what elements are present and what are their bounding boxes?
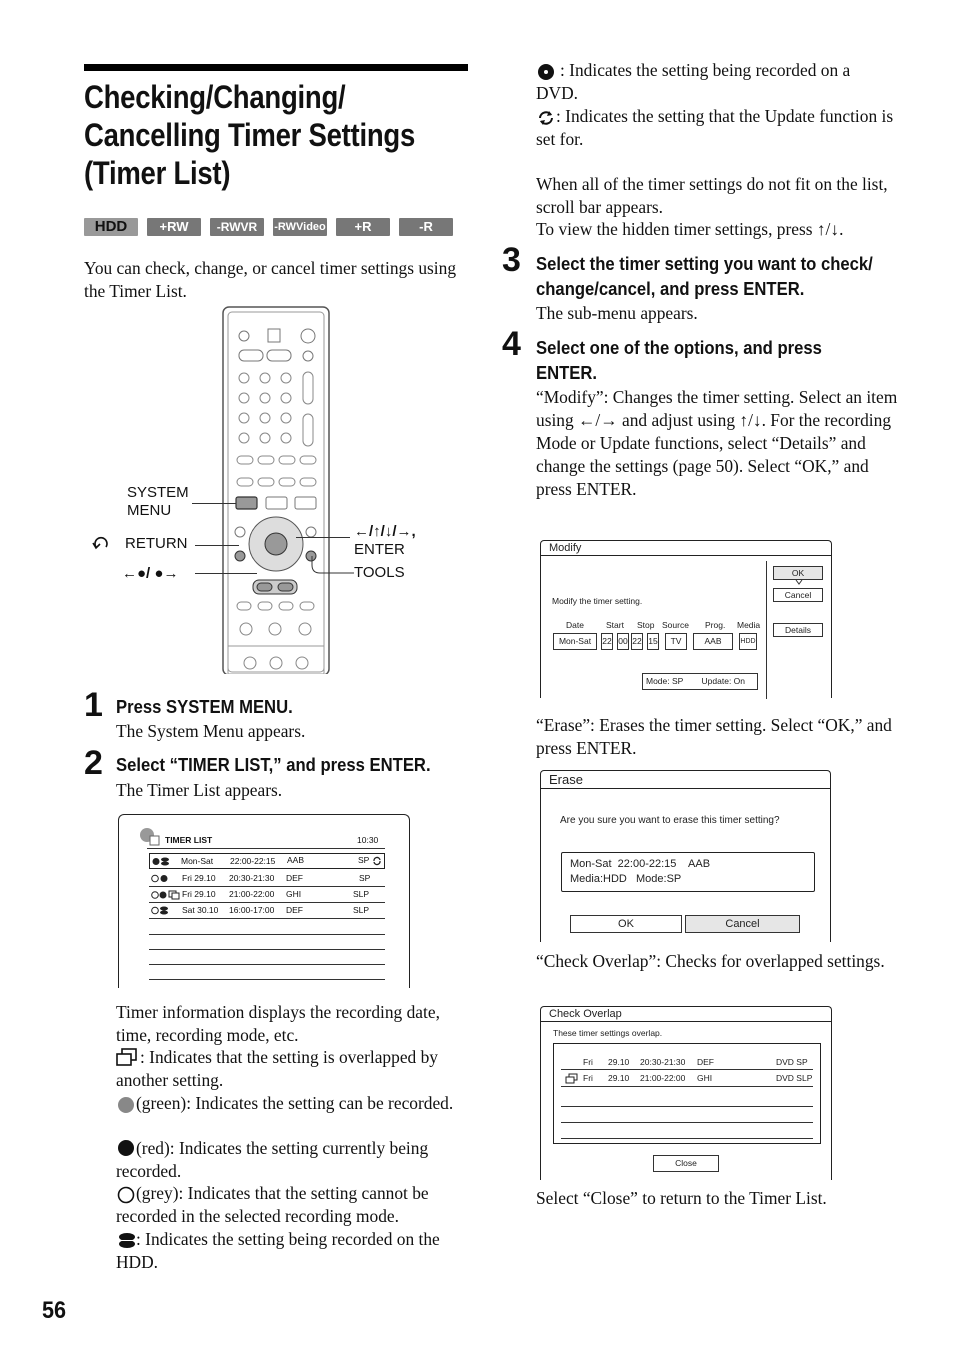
update-icon — [537, 109, 555, 127]
overlap-mode: DVD SLP — [776, 1073, 813, 1083]
modify-prompt: Modify the timer setting. — [552, 596, 643, 606]
return-icon — [92, 535, 112, 551]
prog-field[interactable]: AAB — [693, 633, 733, 650]
mode-update-box[interactable] — [642, 673, 758, 690]
step-1-number: 1 — [84, 686, 103, 724]
erase-setting-line-1: Mon-Sat 22:00-22:15 AAB — [570, 858, 711, 870]
grey-desc — [116, 1182, 468, 1228]
overlap-row[interactable] — [561, 1054, 813, 1070]
timer-row-date: Fri 29.10 — [182, 889, 216, 899]
modify-title: Modify — [541, 541, 831, 556]
dvd-desc-text: : Indicates the setting being recorded on a DVD. — [536, 60, 851, 103]
start-hour-field[interactable]: 22 — [601, 633, 613, 650]
overlap-time: 21:00-22:00 — [640, 1073, 686, 1083]
update-value: Update: On — [701, 676, 746, 686]
overlap-date: 29.10 — [608, 1073, 630, 1083]
step-4-heading-line-1: Select one of the options, and press — [536, 337, 822, 358]
badge-plus-rw: +RW — [147, 218, 201, 236]
timer-row-source: DEF — [286, 873, 303, 883]
step-4-heading — [536, 335, 822, 385]
step-3-text: The sub-menu appears. — [536, 303, 698, 323]
ok-button[interactable]: OK — [773, 566, 823, 580]
erase-desc: “Erase”: Erases the timer setting. Select “OK,” and press ENTER. — [536, 715, 892, 758]
dvd-icon — [537, 63, 557, 81]
overlap-note: These timer settings overlap. — [553, 1028, 663, 1038]
page-title — [84, 78, 419, 192]
timer-row[interactable] — [149, 887, 385, 903]
step-4-heading-line-2: ENTER. — [536, 362, 598, 383]
timer-row-date: Mon-Sat — [181, 856, 214, 866]
overlap-source: GHI — [697, 1073, 713, 1083]
step-4-number: 4 — [502, 325, 521, 363]
header-stop: Stop — [637, 620, 655, 630]
overlap-icon — [116, 1048, 138, 1066]
check-overlap-title: Check Overlap — [541, 1007, 831, 1022]
label-system-menu: SYSTEM MENU — [127, 484, 189, 519]
header-media: Media — [737, 620, 761, 630]
update-desc-text: : Indicates the setting that the Update function is set for. — [536, 106, 894, 149]
timer-list-clock: 10:30 — [357, 835, 379, 845]
start-minute-field[interactable]: 00 — [617, 633, 629, 650]
timer-list-title: TIMER LIST — [165, 835, 213, 845]
title-line-3: (Timer List) — [84, 155, 231, 191]
timer-row-source: AAB — [287, 855, 305, 865]
timer-row[interactable] — [149, 903, 385, 919]
label-enter: ENTER — [354, 541, 405, 558]
badge-hdd: HDD — [84, 218, 138, 236]
overlap-source: DEF — [697, 1057, 714, 1067]
red-desc — [116, 1137, 468, 1183]
leader-tools — [310, 555, 354, 577]
erase-screen — [540, 770, 831, 942]
overlap-time: 20:30-21:30 — [640, 1057, 686, 1067]
header-source: Source — [662, 620, 689, 630]
title-line-2: Cancelling Timer Settings — [84, 117, 416, 153]
status-icons — [152, 857, 172, 866]
header-start: Start — [606, 620, 624, 630]
timer-row-mode: SLP — [353, 889, 370, 899]
update-desc — [536, 105, 896, 151]
hidden-text: To view the hidden timer settings, press ↑/↓. — [536, 219, 844, 239]
timer-row-mode: SP — [358, 855, 370, 865]
intro-text: You can check, change, or cancel timer settings using the Timer List. — [84, 258, 457, 301]
step-3-heading — [536, 251, 873, 301]
step-3-heading-line-2: change/cancel, and press ENTER. — [536, 278, 805, 299]
header-prog: Prog. — [705, 620, 726, 630]
badge-plus-r: +R — [336, 218, 390, 236]
green-desc-text: (green): Indicates the setting can be recorded. — [136, 1093, 454, 1113]
timer-row-source: DEF — [286, 905, 303, 915]
overlap-row[interactable] — [561, 1070, 813, 1087]
red-desc-text: (red): Indicates the setting currently being recorded. — [116, 1138, 429, 1181]
hdd-desc — [116, 1228, 468, 1274]
leader-system-menu — [192, 503, 236, 504]
timer-row-selected[interactable] — [149, 853, 385, 869]
close-desc: Select “Close” to return to the Timer List. — [536, 1188, 827, 1208]
step-1-text: The System Menu appears. — [116, 721, 306, 741]
page-number: 56 — [42, 1297, 67, 1324]
leader-enter — [296, 537, 350, 538]
date-field[interactable]: Mon-Sat — [553, 633, 597, 650]
overlap-list — [553, 1043, 821, 1144]
leader-prev-next — [195, 573, 257, 574]
timer-row-date: Fri 29.10 — [182, 873, 216, 883]
erase-setting-box — [561, 852, 815, 892]
overlap-day: Fri — [583, 1057, 593, 1067]
badge-minus-r: -R — [399, 218, 453, 236]
overlap-day: Fri — [583, 1073, 593, 1083]
source-field[interactable]: TV — [665, 633, 687, 650]
overlap-desc-text: : Indicates that the setting is overlapped by another setting. — [116, 1047, 438, 1090]
green-circle-icon — [117, 1096, 135, 1114]
timer-row-date: Sat 30.10 — [182, 905, 219, 915]
erase-cancel-button[interactable]: Cancel — [685, 915, 800, 933]
timer-list-screen — [118, 814, 410, 988]
step-3-number: 3 — [502, 241, 521, 279]
badge-rw-vr: -RWVR — [210, 218, 264, 236]
step-3-heading-line-1: Select the timer setting you want to check/ — [536, 253, 873, 274]
timer-list-icon — [139, 827, 161, 847]
timer-info-text: Timer information displays the recording date, time, recording mode, etc. — [116, 1002, 440, 1045]
step-2-number: 2 — [84, 744, 103, 782]
timer-row-time: 22:00-22:15 — [230, 856, 276, 866]
erase-question: Are you sure you want to erase this timer setting? — [560, 815, 780, 826]
timer-row-time: 21:00-22:00 — [229, 889, 275, 899]
cancel-button[interactable]: Cancel — [773, 588, 823, 602]
timer-row-time: 16:00-17:00 — [229, 905, 275, 915]
timer-row-source: GHI — [286, 889, 302, 899]
timer-row[interactable] — [149, 871, 385, 887]
leader-return — [195, 545, 239, 546]
hdd-icon — [118, 1232, 136, 1250]
status-icons — [151, 874, 173, 883]
chevron-down-icon — [795, 579, 803, 585]
status-icons — [151, 890, 183, 900]
grey-circle-icon — [117, 1186, 135, 1204]
label-return: RETURN — [125, 535, 188, 552]
label-arrows: ←/↑/↓/→, — [354, 523, 416, 540]
hdd-desc-text: : Indicates the setting being recorded on the HDD. — [116, 1229, 440, 1272]
close-button[interactable]: Close — [653, 1155, 719, 1172]
grey-desc-text: (grey): Indicates that the setting cannot be recorded in the selected recording mode. — [116, 1183, 429, 1226]
timer-row-mode: SLP — [353, 905, 370, 915]
step-2-heading: Select “TIMER LIST,” and press ENTER. — [116, 754, 431, 775]
update-icon — [372, 856, 382, 866]
media-field[interactable]: HDD — [739, 633, 757, 650]
modify-desc: “Modify”: Changes the timer setting. Select an item using ←/→ and adjust using ↑/↓. For the recording Mode or Update functions, select “Details” and change the settings (page 50). Select “OK,” and press ENTER. — [536, 387, 898, 499]
step-1-heading: Press SYSTEM MENU. — [116, 696, 293, 717]
title-line-1: Checking/Changing/ — [84, 79, 346, 115]
check-overlap-screen — [540, 1006, 832, 1180]
erase-setting-line-2: Media:HDD Mode:SP — [570, 873, 682, 885]
overlap-date: 29.10 — [608, 1057, 630, 1067]
red-circle-icon — [117, 1139, 135, 1157]
label-prev-next: ←●/ ●→ — [122, 565, 179, 582]
modify-screen — [540, 540, 832, 698]
green-desc — [116, 1092, 468, 1115]
timer-row-time: 20:30-21:30 — [229, 873, 275, 883]
status-icons — [151, 906, 173, 915]
overlap-icon — [565, 1073, 579, 1084]
mode-value: Mode: SP — [646, 676, 684, 686]
check-overlap-desc: “Check Overlap”: Checks for overlapped settings. — [536, 951, 885, 971]
stop-hour-field[interactable]: 22 — [631, 633, 643, 650]
overlap-mode: DVD SP — [776, 1057, 808, 1067]
badge-rw-video: -RWVideo — [273, 218, 327, 236]
overlap-desc — [116, 1046, 468, 1092]
media-badges — [84, 218, 453, 236]
header-date: Date — [566, 620, 584, 630]
dvd-desc — [536, 59, 896, 105]
erase-ok-button[interactable]: OK — [570, 915, 682, 933]
details-button[interactable]: Details — [773, 623, 823, 637]
title-rule — [84, 64, 468, 71]
stop-minute-field[interactable]: 15 — [647, 633, 659, 650]
remote-illustration — [220, 306, 332, 674]
step-2-text: The Timer List appears. — [116, 780, 283, 800]
erase-title: Erase — [541, 771, 830, 789]
label-tools: TOOLS — [354, 564, 405, 581]
timer-row-mode: SP — [359, 873, 371, 883]
scroll-text: When all of the timer settings do not fit on the list, scroll bar appears. — [536, 174, 888, 217]
